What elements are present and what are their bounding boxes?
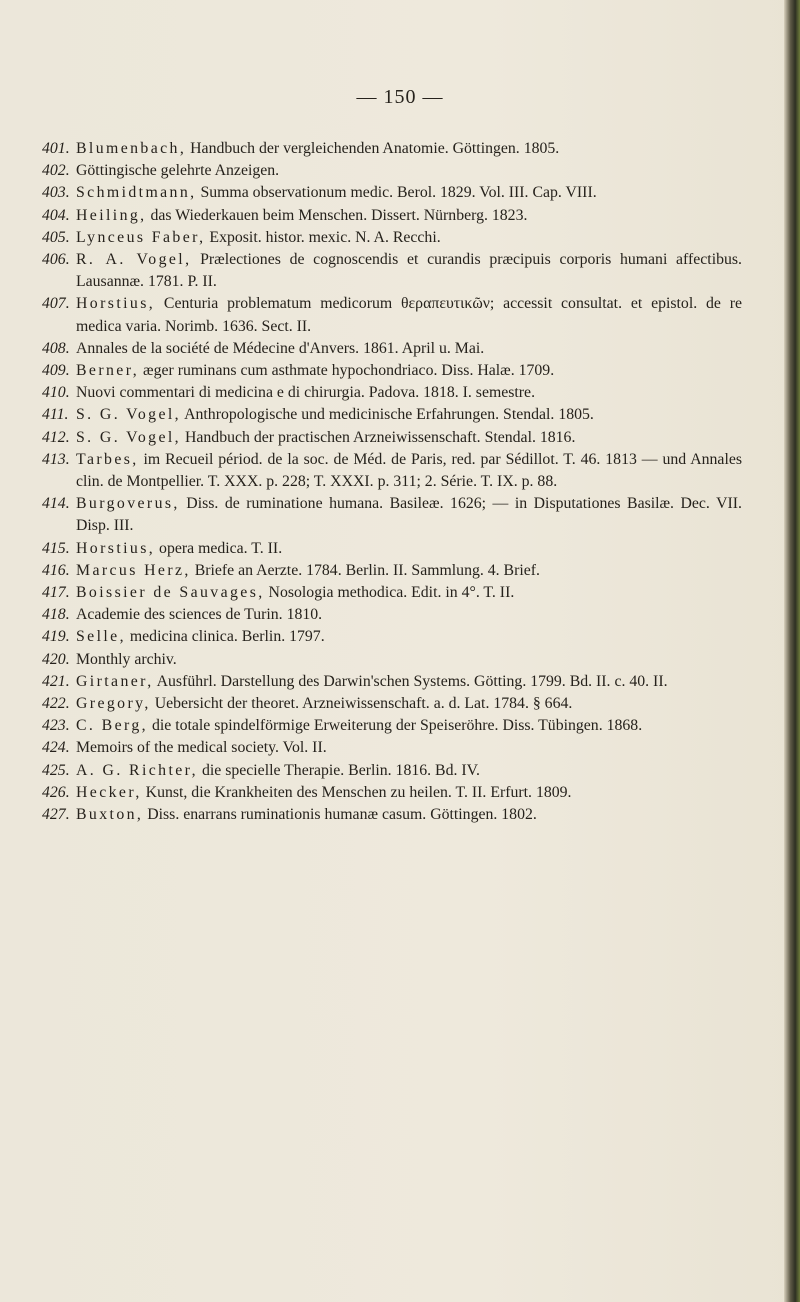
bibliography-entry xyxy=(42,182,742,204)
entry-text: Nosologia methodica. Edit. in 4°. T. II. xyxy=(264,584,515,602)
entry-author: Heiling, xyxy=(76,206,147,224)
entry-number: 427. xyxy=(42,806,70,824)
entry-text: Prælectiones de cognoscendis et curandis præcipuis corporis humani affectibus. Lausannæ. 1781. P. II. xyxy=(76,251,742,291)
entry-author: Burgoverus, xyxy=(76,495,180,513)
entry-number: 412. xyxy=(42,428,70,446)
entry-text: Academie des sciences de Turin. 1810. xyxy=(76,606,323,624)
bibliography-entry xyxy=(42,737,742,759)
entry-text: Nuovi commentari di medicina e di chirurgia. Padova. 1818. I. semestre. xyxy=(76,384,536,402)
entry-text: æger ruminans cum asthmate hypochondriaco. Diss. Halæ. 1709. xyxy=(139,362,555,380)
bibliography-entry xyxy=(42,338,742,360)
entry-number: 414. xyxy=(42,495,70,513)
entry-number: 424. xyxy=(42,739,70,757)
bibliography-entry xyxy=(42,693,742,715)
entry-number: 423. xyxy=(42,717,70,735)
entry-number: 406. xyxy=(42,251,70,269)
entry-author: Hecker, xyxy=(76,783,142,801)
entry-number: 408. xyxy=(42,339,70,357)
entry-author: Girtaner, xyxy=(76,672,154,690)
page-edge xyxy=(784,0,800,1302)
entry-author: Blumenbach, xyxy=(76,140,187,157)
entry-text: Diss. enarrans ruminationis humanæ casum. Göttingen. 1802. xyxy=(143,806,537,824)
entry-text: Anthropologische und medicinische Erfahrungen. Stendal. 1805. xyxy=(181,406,594,424)
bibliography-entry xyxy=(42,360,742,382)
entry-text: Annales de la société de Médecine d'Anvers. 1861. April u. Mai. xyxy=(76,339,485,357)
entry-number: 404. xyxy=(42,206,70,224)
bibliography-entry xyxy=(42,427,742,449)
entry-author: Boissier de Sauvages, xyxy=(76,584,265,602)
entry-number: 416. xyxy=(42,561,70,579)
entry-number: 409. xyxy=(42,362,70,380)
bibliography-entry xyxy=(42,715,742,737)
bibliography-entry xyxy=(42,493,742,537)
entry-text: opera medica. T. II. xyxy=(155,539,283,557)
entry-author: Gregory, xyxy=(76,695,151,713)
entry-number: 410. xyxy=(42,384,70,402)
entry-text: Ausführl. Darstellung des Darwin'schen Systems. Götting. 1799. Bd. II. c. 40. II. xyxy=(153,672,668,690)
bibliography-entry xyxy=(42,582,742,604)
entry-author: Buxton, xyxy=(76,806,144,824)
entry-number: 411. xyxy=(42,406,69,424)
bibliography-list xyxy=(42,138,742,826)
entry-text: die specielle Therapie. Berlin. 1816. Bd. IV. xyxy=(198,761,480,779)
entry-number: 417. xyxy=(42,584,70,602)
entry-text: Diss. de ruminatione humana. Basileæ. 1626; — in Disputationes Basilæ. Dec. VII. Disp. III. xyxy=(76,495,742,535)
entry-text: Handbuch der practischen Arzneiwissenschaft. Stendal. 1816. xyxy=(181,428,576,446)
entry-text: Memoirs of the medical society. Vol. II. xyxy=(76,739,327,757)
bibliography-entry xyxy=(42,205,742,227)
bibliography-entry xyxy=(42,760,742,782)
entry-author: Marcus Herz, xyxy=(76,561,191,579)
bibliography-entry xyxy=(42,293,742,337)
entry-author: Selle, xyxy=(76,628,126,646)
bibliography-entry xyxy=(42,449,742,493)
entry-author: S. G. Vogel, xyxy=(76,406,182,424)
entry-author: Tarbes, xyxy=(76,450,139,468)
entry-number: 426. xyxy=(42,783,70,801)
page-number: — 150 — xyxy=(356,86,444,108)
entry-text: das Wiederkauen beim Menschen. Dissert. Nürnberg. 1823. xyxy=(146,206,528,224)
bibliography-entry xyxy=(42,626,742,648)
entry-number: 415. xyxy=(42,539,70,557)
entry-text: Göttingische gelehrte Anzeigen. xyxy=(76,162,280,180)
entry-number: 425. xyxy=(42,761,70,779)
entry-number: 418. xyxy=(42,606,70,624)
bibliography-entry xyxy=(42,227,742,249)
bibliography-entry xyxy=(42,560,742,582)
bibliography-entry xyxy=(42,160,742,182)
entry-text: Kunst, die Krankheiten des Menschen zu heilen. T. II. Erfurt. 1809. xyxy=(141,783,572,801)
entry-author: Horstius, xyxy=(76,539,156,557)
entry-number: 419. xyxy=(42,628,70,646)
bibliography-entry xyxy=(42,604,742,626)
bibliography-entry xyxy=(42,804,742,826)
bibliography-entry xyxy=(42,649,742,671)
entry-author: A. G. Richter, xyxy=(76,761,199,779)
bibliography-entry xyxy=(42,404,742,426)
entry-number: 420. xyxy=(42,650,70,668)
bibliography-entry xyxy=(42,671,742,693)
entry-text: im Recueil périod. de la soc. de Méd. de Paris, red. par Sédillot. T. 46. 1813 — und Annales clin. de Montpellier. T. XXX. p. 228; T. XXXI. p. 311; 2. Série. T. IX. p. 88. xyxy=(76,450,742,491)
bibliography-entry xyxy=(42,782,742,804)
bibliography-entry xyxy=(42,138,742,160)
entry-text: Handbuch der vergleichenden Anatomie. Göttingen. 1805. xyxy=(186,140,560,157)
entry-author: R. A. Vogel, xyxy=(76,251,192,269)
entry-text: Uebersicht der theoret. Arzneiwissenschaft. a. d. Lat. 1784. § 664. xyxy=(150,695,573,713)
entry-text: die totale spindelförmige Erweiterung der Speiseröhre. Diss. Tübingen. 1868. xyxy=(148,717,643,735)
entry-number: 402. xyxy=(42,162,70,180)
entry-text: Centuria problematum medicorum θεραπευτικῶν; accessit consultat. et epistol. de re medica varia. Norimb. 1636. Sect. II. xyxy=(76,295,742,335)
entry-text: Exposit. histor. mexic. N. A. Recchi. xyxy=(205,228,441,246)
entry-number: 421. xyxy=(42,672,70,690)
entry-author: C. Berg, xyxy=(76,717,149,735)
entry-author: Lynceus Faber, xyxy=(76,228,206,246)
bibliography-entry xyxy=(42,538,742,560)
entry-number: 405. xyxy=(42,228,70,246)
entry-number: 403. xyxy=(42,184,70,202)
entry-author: Berner, xyxy=(76,362,140,380)
entry-text: Summa observationum medic. Berol. 1829. Vol. III. Cap. VIII. xyxy=(196,184,597,202)
entry-number: 407. xyxy=(42,295,70,313)
entry-author: Horstius, xyxy=(76,295,156,313)
entry-author: Schmidtmann, xyxy=(76,184,197,202)
entry-number: 422. xyxy=(42,695,70,713)
entry-text: Monthly archiv. xyxy=(76,650,177,668)
bibliography-entry xyxy=(42,382,742,404)
entry-number: 413. xyxy=(42,450,70,468)
bibliography-entry xyxy=(42,249,742,293)
entry-text: Briefe an Aerzte. 1784. Berlin. II. Sammlung. 4. Brief. xyxy=(190,561,540,579)
entry-text: medicina clinica. Berlin. 1797. xyxy=(125,628,325,646)
entry-number: 401. xyxy=(42,140,70,157)
entry-author: S. G. Vogel, xyxy=(76,428,182,446)
